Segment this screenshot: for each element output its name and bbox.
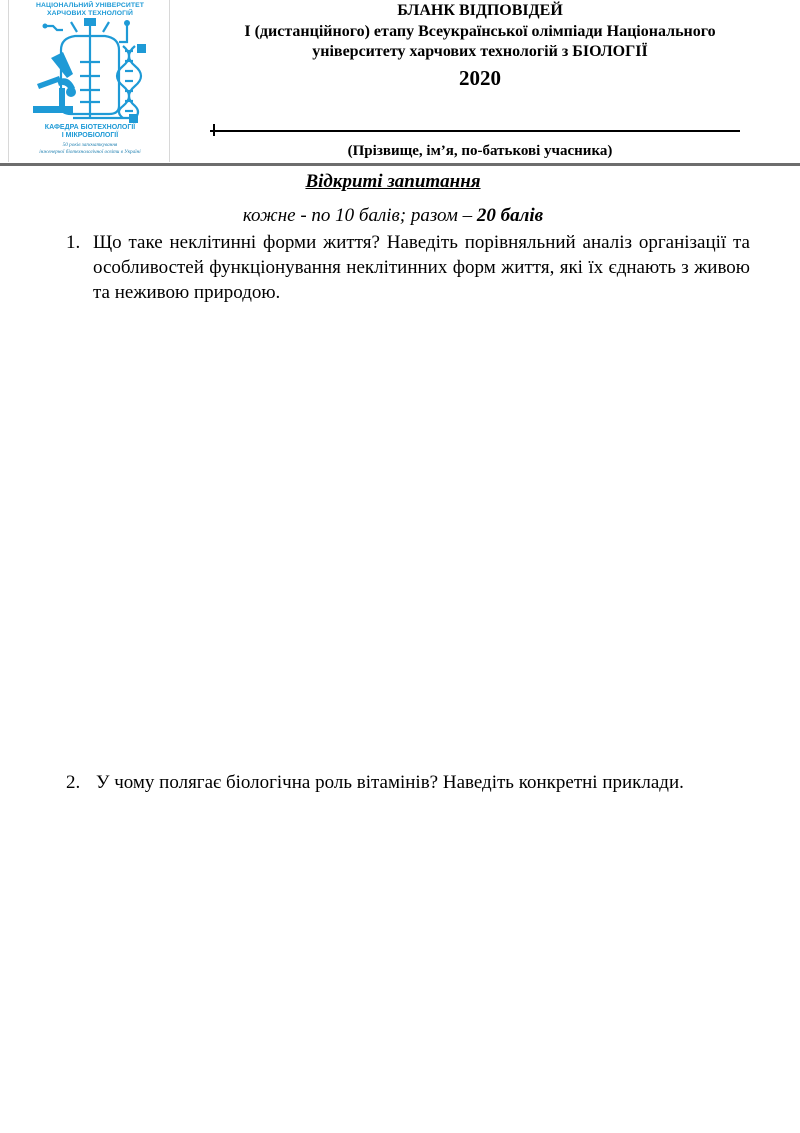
logo-tagline-line1: 50 років започаткування	[62, 142, 118, 148]
header-separator	[0, 163, 800, 166]
question-text: Що таке неклітинні форми життя? Наведіть порівняльний аналіз організації та особливостей функціонування неклітинних форм життя, які їх єднають з живою та неживою природою.	[93, 232, 750, 303]
question-number: 2.	[66, 772, 81, 793]
logo-university-name	[9, 2, 171, 18]
participant-name-field[interactable]	[210, 130, 740, 132]
question-2	[66, 770, 750, 795]
microscope-bioreactor-dna-icon	[23, 18, 153, 123]
participant-name-caption: (Прізвище, ім’я, по-батькові учасника)	[347, 143, 613, 159]
logo-department-name	[9, 124, 171, 140]
logo-tagline	[9, 142, 171, 155]
document-subtitle-line1: І (дистанційного) етапу Всеукраїнської олімпіади Національного	[244, 23, 716, 40]
points-total: 20 балів	[476, 205, 544, 226]
document-subtitle-line2: університету харчових технологій з БІОЛОГІЇ	[312, 43, 648, 60]
section-title: Відкриті запитання	[305, 171, 481, 192]
points-info	[0, 204, 786, 228]
question-number: 1.	[66, 232, 81, 253]
university-logo	[8, 0, 170, 162]
logo-university-line2: ХАРЧОВИХ ТЕХНОЛОГІЙ	[46, 10, 134, 17]
logo-tagline-line2: інженерної біотехнологічної освіти в Україні	[39, 148, 141, 155]
logo-department-line1: КАФЕДРА БІОТЕХНОЛОГІЇ	[44, 124, 136, 131]
question-1	[66, 230, 750, 305]
logo-department-line2: І МІКРОБІОЛОГІЇ	[61, 132, 119, 139]
question-text: У чому полягає біологічна роль вітамінів? Наведіть конкретні приклади.	[96, 772, 684, 793]
document-header	[180, 0, 780, 92]
points-prefix: кожне - по 10 балів; разом –	[242, 205, 477, 226]
document-year: 2020	[459, 66, 501, 90]
logo-university-line1: НАЦІОНАЛЬНИЙ УНІВЕРСИТЕТ	[36, 2, 144, 9]
document-title: БЛАНК ВІДПОВІДЕЙ	[397, 2, 563, 19]
